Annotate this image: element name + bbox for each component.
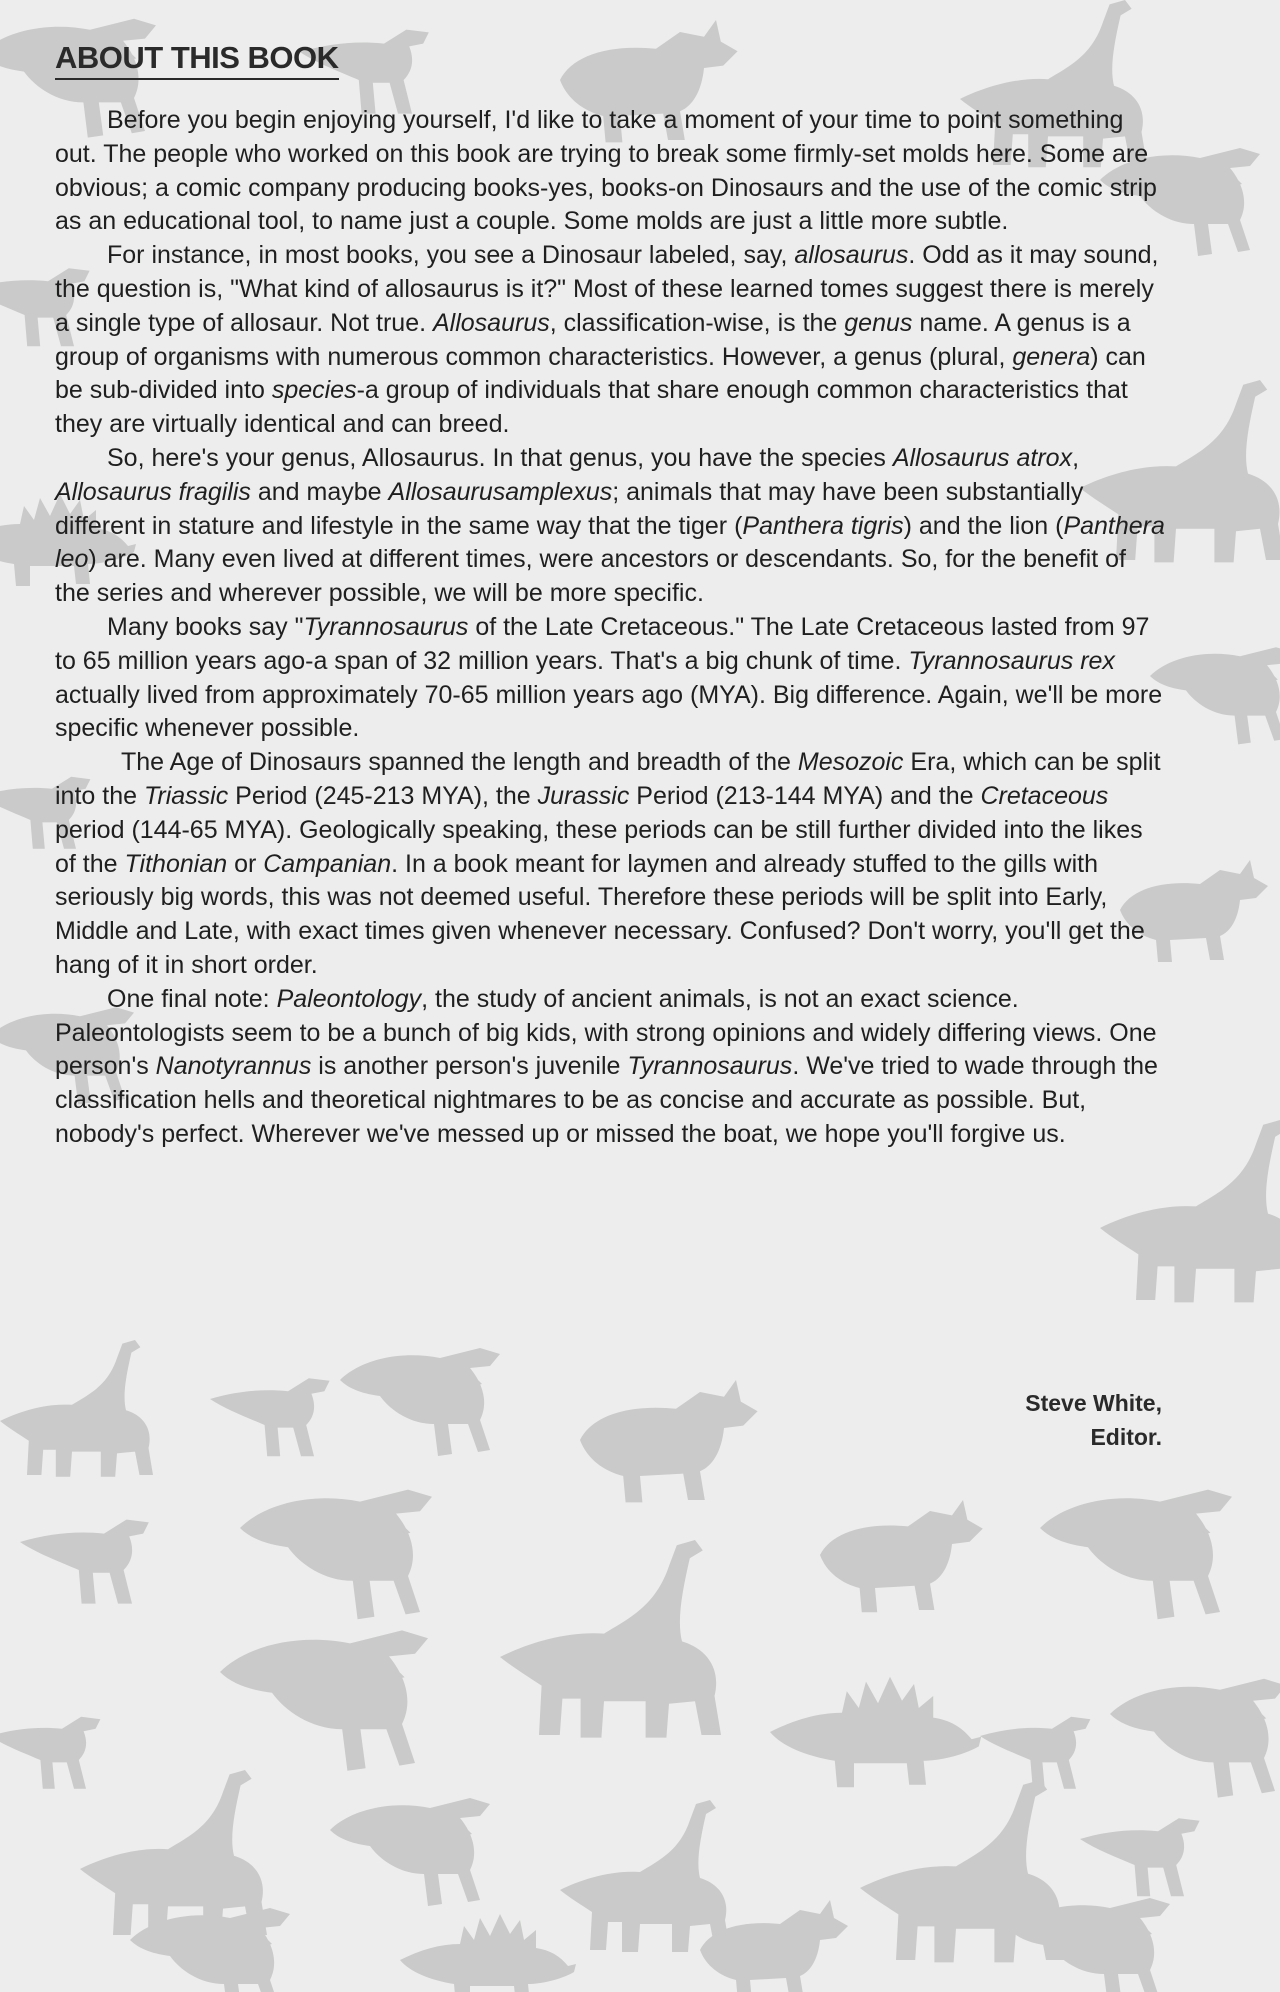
italic-term: Allosaurus fragilis <box>55 477 251 506</box>
text-run: Period (213-144 MYA) and the <box>629 781 981 810</box>
text-run: Era, which can be split into the <box>55 748 1161 810</box>
paragraph <box>55 104 1165 239</box>
text-run: of the Late Cretaceous." The Late Cretaceous lasted from 97 to 65 million years ago-a span of 32 million years. That's a big chunk of time. <box>55 612 1150 675</box>
italic-term: Triassic <box>143 781 229 810</box>
text-run: , classification-wise, is the <box>549 308 845 337</box>
signature-title: Editor. <box>1090 1424 1162 1450</box>
italic-term: species <box>271 376 357 405</box>
italic-term: Allosaurusamplexus <box>388 477 613 506</box>
italic-term: allosaurus <box>794 241 909 270</box>
italic-term: Mesozoic <box>797 748 904 777</box>
italic-term: Cretaceous <box>980 781 1109 810</box>
article-body <box>55 104 1165 1152</box>
paragraph <box>55 239 1165 442</box>
text-run: The Age of Dinosaurs spanned the length and breadth of the <box>121 748 798 777</box>
italic-term: Tyrannosaurus <box>627 1052 793 1081</box>
italic-term: genus <box>844 308 913 337</box>
italic-term: Tithonian <box>124 849 228 878</box>
text-run: Period (245-213 MYA), the <box>228 781 538 810</box>
text-run: For instance, in most books, you see a Dinosaur labeled, say, <box>107 241 795 270</box>
text-run: actually lived from approximately 70-65 million years ago (MYA). Big difference. Again, we'll be more specific whenever possible. <box>55 680 1163 743</box>
text-run: Before you begin enjoying yourself, I'd like to take a moment of your time to point something out. The people who worked on this book are trying to break some firmly-set molds here. Some are obvious; a comic company producing books-yes, books-on Dinosaurs and the use of the comic strip as an educational tool, to name just a couple. Some molds are just a little more subtle. <box>55 106 1157 236</box>
paragraph <box>55 983 1165 1152</box>
italic-term: Tyrannosaurus rex <box>908 646 1115 675</box>
text-run: and maybe <box>250 477 389 506</box>
text-run: ) can be sub-divided into <box>55 342 1146 405</box>
paragraph <box>55 442 1165 611</box>
text-run: period (144-65 MYA). Geologically speaking, these periods can be still further divided into the likes of the <box>55 815 1143 878</box>
italic-term: Panthera leo <box>55 511 1165 574</box>
italic-term: Tyrannosaurus <box>303 612 469 641</box>
paragraph <box>55 746 1165 983</box>
italic-term: Campanian <box>263 849 392 878</box>
italic-term: genera <box>1012 342 1091 371</box>
italic-term: Paleontology <box>276 984 422 1013</box>
text-run: or <box>227 849 264 878</box>
italic-term: Jurassic <box>537 781 630 810</box>
text-run: . Odd as it may sound, the question is, "What kind of allosaurus is it?" Most of these learned tomes suggest there is merely a single type of allosaur. Not true. <box>55 241 1159 337</box>
text-run: . In a book meant for laymen and already stuffed to the gills with seriously big words, this was not deemed useful. Therefore these periods will be split into Early, Middle and Late, with exact times given whenever necessary. Confused? Don't worry, you'll get the hang of it in short order. <box>55 849 1145 979</box>
text-run: ) are. Many even lived at different times, were ancestors or descendants. So, for the benefit of the series and wherever possible, we will be more specific. <box>55 545 1126 608</box>
text-run: One final note: <box>107 984 277 1013</box>
text-run: name. A genus is a group of organisms with numerous common characteristics. However, a genus (plural, <box>55 308 1131 371</box>
text-run: . We've tried to wade through the classification hells and theoretical nightmares to be as concise and accurate as possible. But, nobody's perfect. Wherever we've messed up or missed the boat, we hope you'll forgive us. <box>55 1052 1158 1148</box>
italic-term: Allosaurus <box>433 308 550 337</box>
page-title: ABOUT THIS BOOK <box>55 40 339 80</box>
text-run: Many books say " <box>107 612 304 641</box>
italic-term: Nanotyrannus <box>155 1052 312 1081</box>
editor-signature <box>1025 1386 1162 1454</box>
paragraph <box>55 611 1165 746</box>
text-run: , <box>1072 443 1080 472</box>
signature-name: Steve White, <box>1025 1390 1162 1416</box>
italic-term: Allosaurus atrox <box>892 443 1073 472</box>
text-run: ) and the lion ( <box>903 511 1064 540</box>
text-run: , the study of ancient animals, is not an exact science. Paleontologists seem to be a bunch of big kids, with strong opinions and widely differing views. One person's <box>55 984 1157 1081</box>
text-run: -a group of individuals that share enough common characteristics that they are virtually identical and can breed. <box>55 376 1128 439</box>
text-run: is another person's juvenile <box>311 1052 628 1081</box>
article <box>55 40 1165 1152</box>
text-run: ; animals that may have been substantially different in stature and lifestyle in the same way that the tiger ( <box>55 477 1084 540</box>
italic-term: Panthera tigris <box>742 511 904 540</box>
text-run: So, here's your genus, Allosaurus. In that genus, you have the species <box>107 443 893 472</box>
